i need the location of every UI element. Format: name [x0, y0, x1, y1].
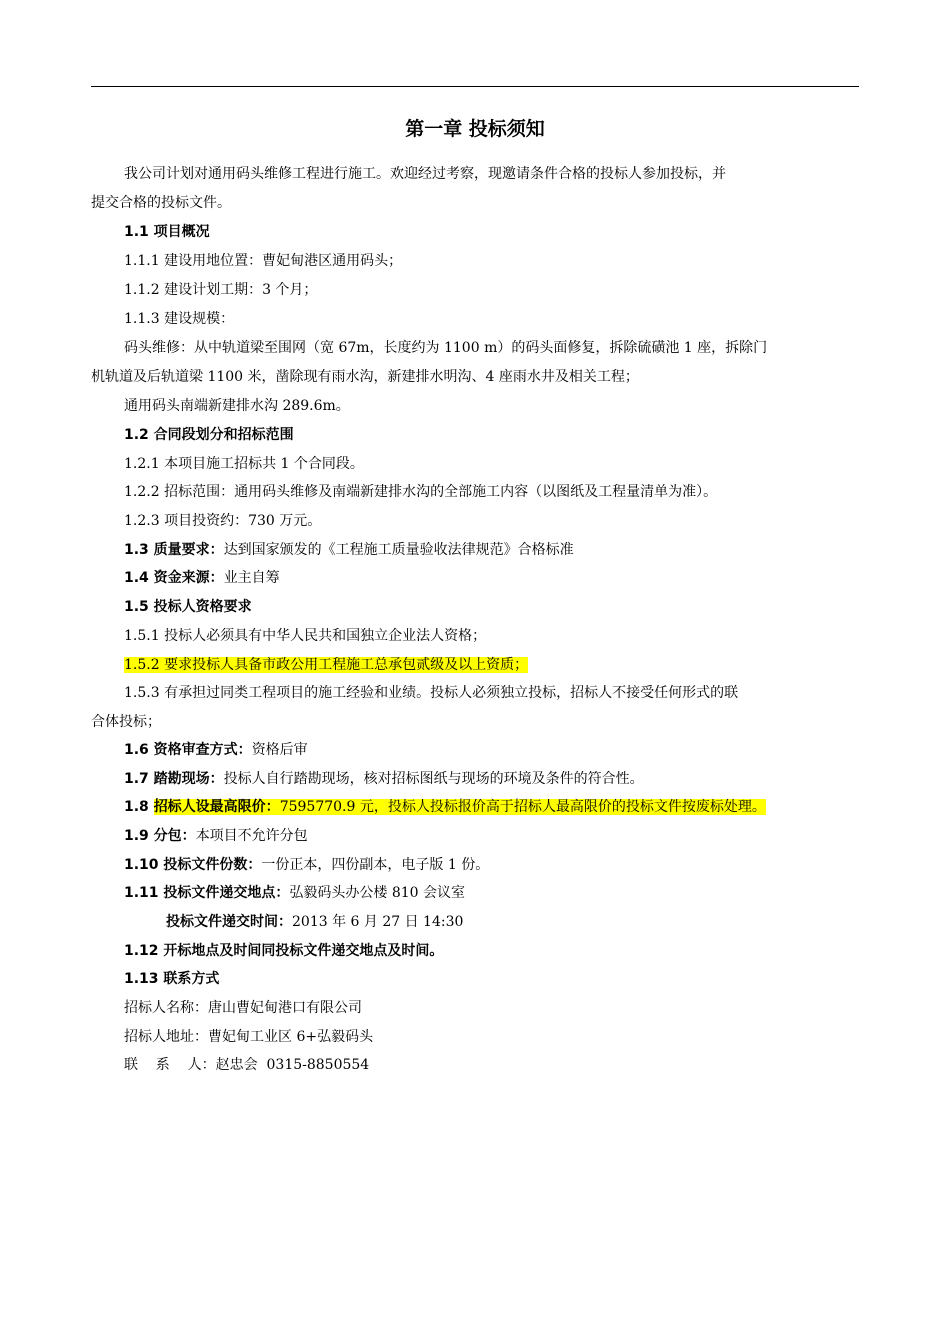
item-1-1-1: 1.1.1 建设用地位置：曹妃甸港区通用码头； — [124, 253, 403, 269]
section-1-10 — [124, 855, 489, 875]
item-1-1-2: 1.1.2 建设计划工期：3 个月； — [124, 282, 318, 298]
item-1-5-3-line-1: 1.5.3 有承担过同类工程项目的施工经验和业绩。投标人必须独立投标，招标人不接受任何形式的联 — [124, 685, 739, 701]
section-1-10-text: 一份正本，四份副本，电子版 1 份。 — [261, 857, 490, 873]
contact-address: 招标人地址：曹妃甸工业区 6+弘毅码头 — [124, 1029, 374, 1045]
intro-line-2: 提交合格的投标文件。 — [91, 195, 231, 211]
section-1-11-time-label: 投标文件递交时间： — [166, 914, 292, 930]
scale-line-2: 机轨道及后轨道梁 1100 米，凿除现有雨水沟，新建排水明沟、4 座雨水井及相关工程； — [91, 369, 639, 385]
section-1-4 — [124, 568, 280, 588]
section-1-6-label: 1.6 资格审查方式： — [124, 742, 252, 758]
item-1-5-3-line-2: 合体投标； — [91, 714, 161, 730]
section-1-4-text: 业主自筹 — [223, 570, 280, 586]
page-title: 第一章 投标须知 — [405, 118, 545, 140]
section-1-7-text: 投标人自行踏勘现场，核对招标图纸与现场的环境及条件的符合性。 — [223, 771, 644, 787]
section-1-10-label: 1.10 投标文件份数： — [124, 857, 262, 873]
section-1-3-label: 1.3 质量要求： — [124, 542, 224, 558]
section-1-6-text: 资格后审 — [251, 742, 308, 758]
section-1-7-label: 1.7 踏勘现场： — [124, 771, 224, 787]
section-1-2-heading: 1.2 合同段划分和招标范围 — [124, 427, 294, 443]
section-1-3-text: 达到国家颁发的《工程施工质量验收法律规范》合格标准 — [223, 542, 574, 558]
intro-line-1: 我公司计划对通用码头维修工程进行施工。欢迎经过考察，现邀请条件合格的投标人参加投标，并 — [124, 166, 726, 182]
item-1-2-1: 1.2.1 本项目施工招标共 1 个合同段。 — [124, 456, 364, 472]
scale-line-3: 通用码头南端新建排水沟 289.6m。 — [124, 398, 350, 414]
section-1-11-time-text: 2013 年 6 月 27 日 14:30 — [292, 914, 464, 930]
section-1-8 — [124, 797, 766, 817]
section-1-13-heading: 1.13 联系方式 — [124, 971, 220, 987]
section-1-11-label: 1.11 投标文件递交地点： — [124, 885, 290, 901]
section-1-6 — [124, 740, 308, 760]
section-1-4-label: 1.4 资金来源： — [124, 570, 224, 586]
item-1-5-1: 1.5.1 投标人必须具有中华人民共和国独立企业法人资格； — [124, 628, 487, 644]
section-1-8-highlight — [154, 799, 766, 815]
contact-name: 招标人名称：唐山曹妃甸港口有限公司 — [124, 1000, 362, 1016]
item-1-2-2: 1.2.2 招标范围：通用码头维修及南端新建排水沟的全部施工内容（以图纸及工程量清单为准）。 — [124, 484, 718, 500]
item-1-1-3: 1.1.3 建设规模： — [124, 311, 235, 327]
section-1-8-label: 招标人设最高限价： — [153, 799, 280, 815]
item-1-5-2 — [124, 655, 528, 675]
header-rule — [91, 86, 859, 87]
section-1-1-heading: 1.1 项目概况 — [124, 224, 210, 240]
scale-line-1: 码头维修：从中轨道梁至围网（宽 67m，长度约为 1100 m）的码头面修复，拆除硫磺池 1 座，拆除门 — [124, 340, 768, 356]
section-1-11-text: 弘毅码头办公楼 810 会议室 — [289, 885, 466, 901]
section-1-9 — [124, 826, 308, 846]
item-1-5-2-highlight: 1.5.2 要求投标人具备市政公用工程施工总承包贰级及以上资质； — [124, 657, 529, 673]
section-1-7 — [124, 769, 644, 789]
section-1-9-label: 1.9 分包： — [124, 828, 196, 844]
section-1-9-text: 本项目不允许分包 — [195, 828, 308, 844]
section-1-5-heading: 1.5 投标人资格要求 — [124, 599, 252, 615]
section-1-11-time — [166, 912, 463, 932]
section-1-11 — [124, 883, 465, 903]
contact-person: 联 系 人：赵忠会 0315-8850554 — [124, 1057, 370, 1073]
item-1-2-3: 1.2.3 项目投资约：730 万元。 — [124, 513, 322, 529]
section-1-8-num: 1.8 — [124, 799, 154, 815]
section-1-12: 1.12 开标地点及时间同投标文件递交地点及时间。 — [124, 943, 444, 959]
section-1-3 — [124, 540, 574, 560]
section-1-8-text: 7595770.9 元，投标人投标报价高于招标人最高限价的投标文件按废标处理。 — [279, 799, 766, 815]
